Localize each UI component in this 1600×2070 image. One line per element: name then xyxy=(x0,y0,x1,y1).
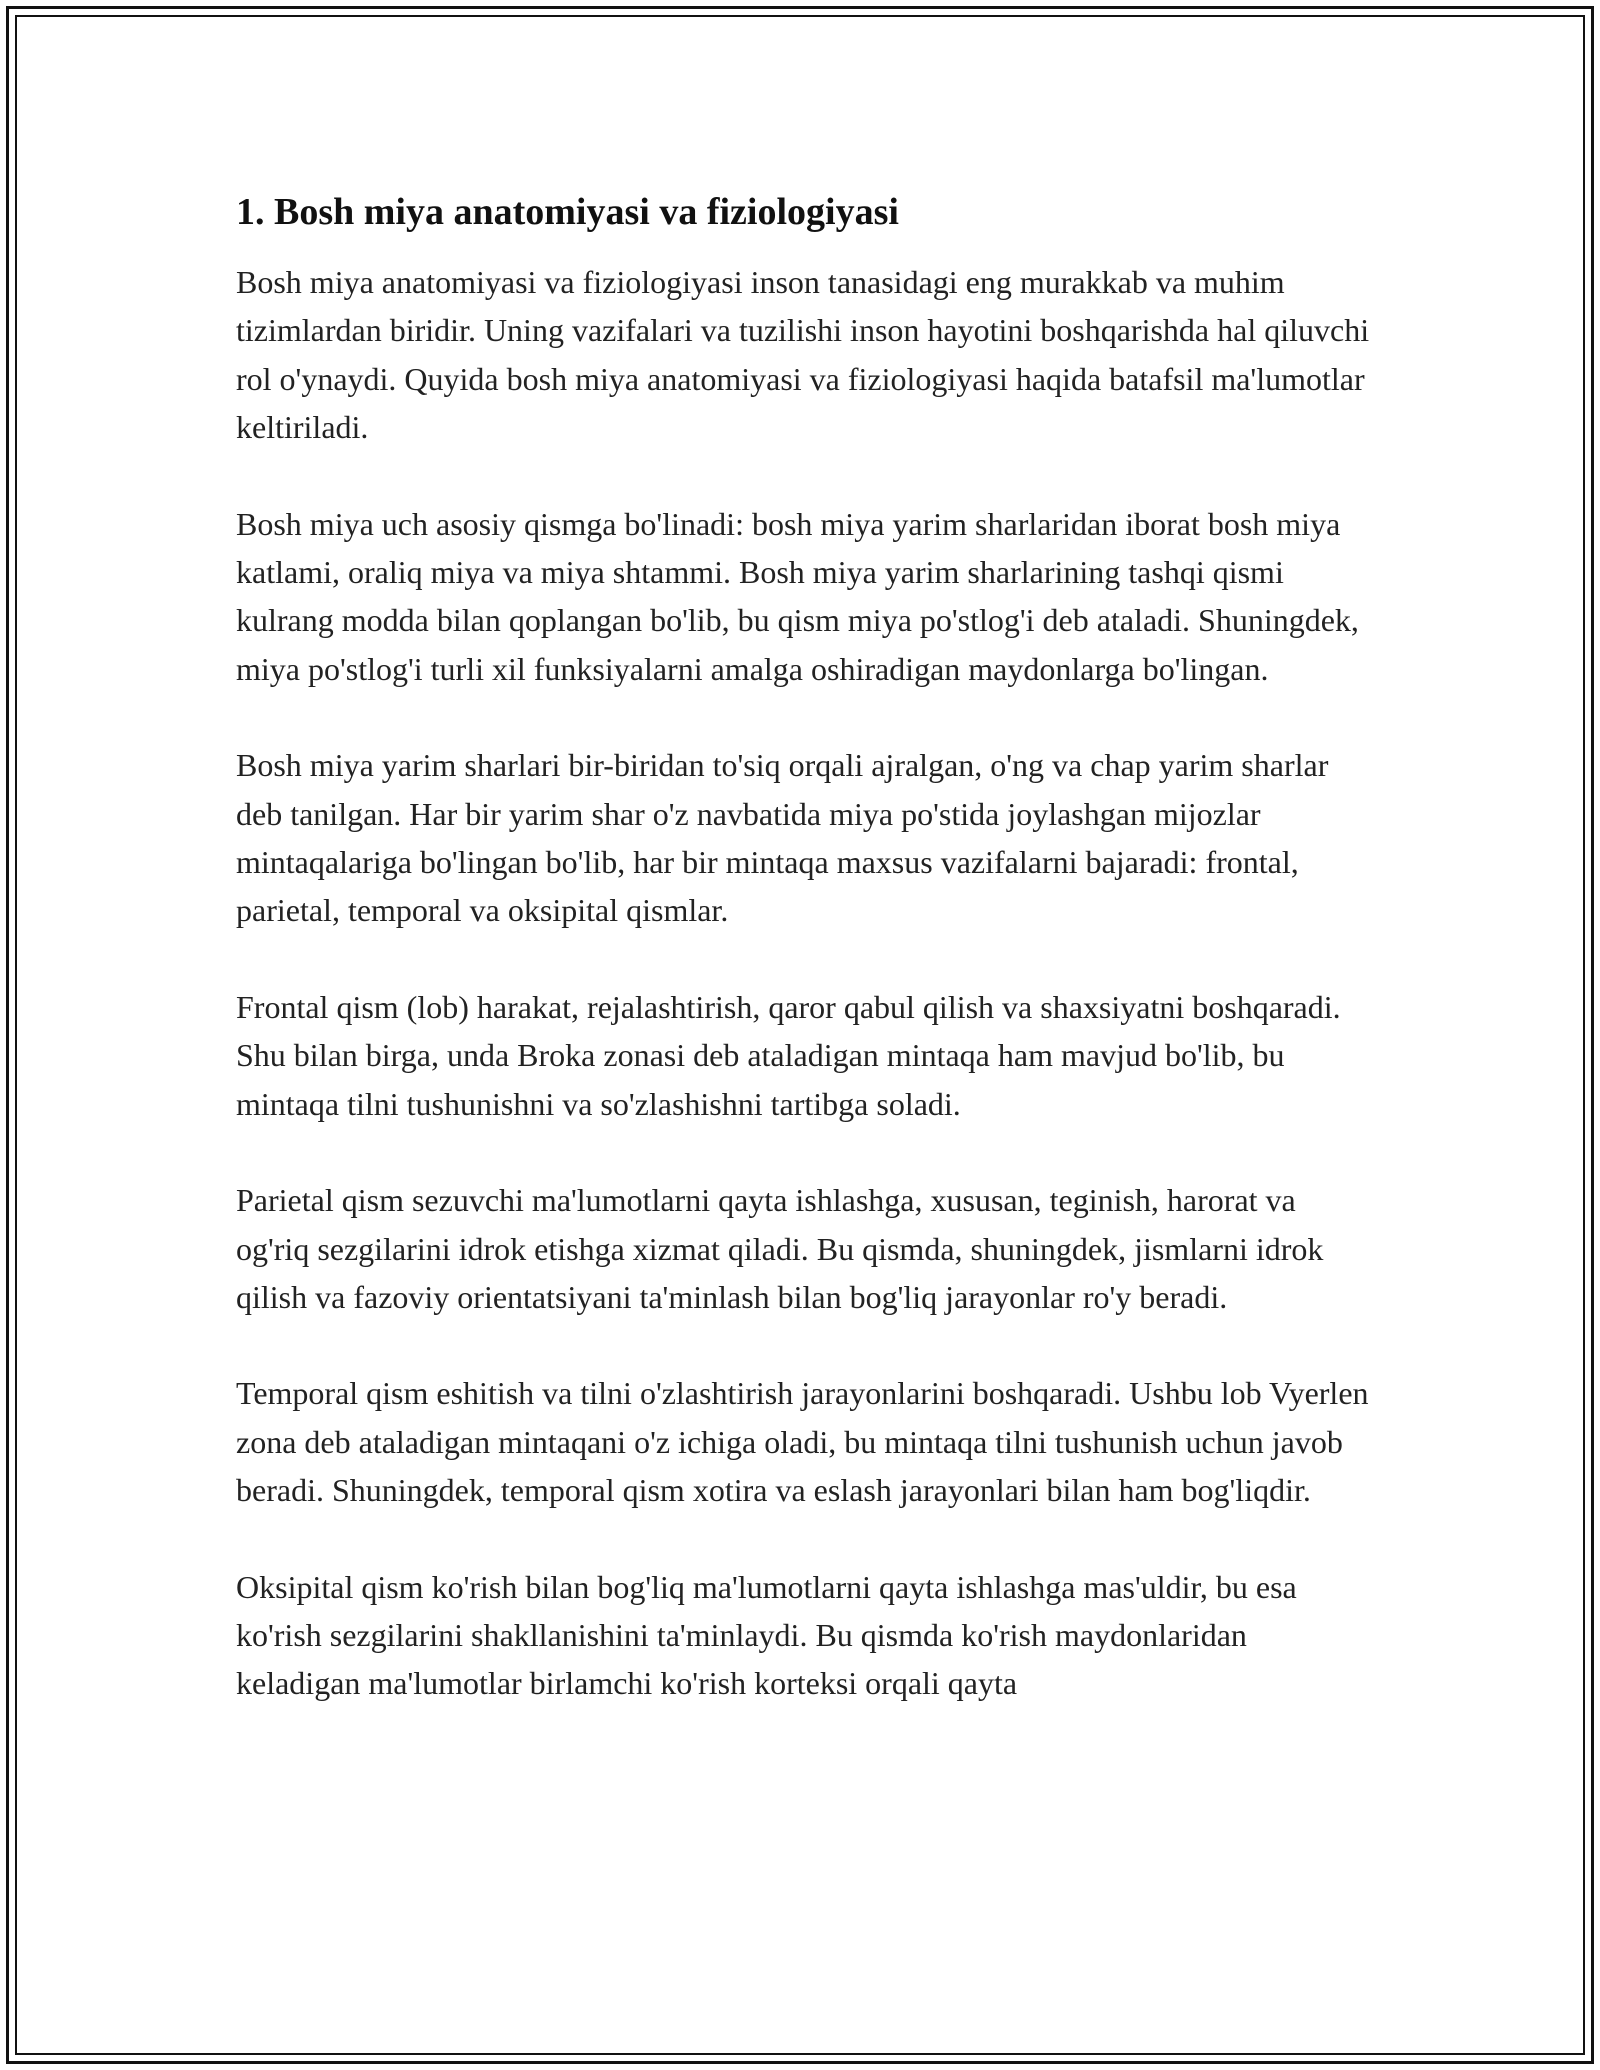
paragraph-occipital-lobe: Oksipital qism ko'rish bilan bog'liq ma'lumotlarni qayta ishlashga mas'uldir, bu esa ko'rish sezgilarini shakllanishini ta'minlaydi. Bu qismda ko'rish maydonlaridan keladigan ma'lumotlar birlamchi ko'rish korteksi orqali qayta xyxy=(236,1568,1297,1702)
paragraph-intro: Bosh miya anatomiyasi va fiziologiyasi inson tanasidagi eng murakkab va muhim tizimlardan biridir. Uning vazifalari va tuzilishi inson hayotini boshqarishda hal qiluvchi rol o'ynaydi. Quyida bosh miya anatomiyasi va fiziologiyasi haqida batafsil ma'lumotlar keltiriladi. xyxy=(236,264,1370,446)
paragraph-hemispheres: Bosh miya yarim sharlari bir-biridan to'siq orqali ajralgan, o'ng va chap yarim sharlar deb tanilgan. Har bir yarim shar o'z navbatida miya po'stida joylashgan mijozlar mintaqalariga bo'lingan bo'lib, har bir mintaqa maxsus vazifalarni bajaradi: frontal, parietal, temporal va oksipital qismlar. xyxy=(236,747,1329,929)
paragraph-frontal-lobe: Frontal qism (lob) harakat, rejalashtirish, qaror qabul qilish va shaxsiyatni boshqaradi. Shu bilan birga, unda Broka zonasi deb ataladigan mintaqa ham mavjud bo'lib, bu mintaqa tilni tushunishni va so'zlashishni tartibga soladi. xyxy=(236,988,1341,1122)
section-heading: 1. Bosh miya anatomiyasi va fiziologiyasi xyxy=(236,191,899,233)
paragraph-brain-parts: Bosh miya uch asosiy qismga bo'linadi: bosh miya yarim sharlaridan iborat bosh miya katlami, oraliq miya va miya shtammi. Bosh miya yarim sharlarining tashqi qismi kulrang modda bilan qoplangan bo'lib, bu qism miya po'stlog'i deb ataladi. Shuningdek, miya po'stlog'i turli xil funksiyalarni amalga oshiradigan maydonlarga bo'lingan. xyxy=(236,505,1359,687)
document-body xyxy=(236,188,1376,1756)
paragraph-temporal-lobe: Temporal qism eshitish va tilni o'zlashtirish jarayonlarini boshqaradi. Ushbu lob Vyerlen zona deb ataladigan mintaqani o'z ichiga oladi, bu mintaqa tilni tushunish uchun javob beradi. Shuningdek, temporal qism xotira va eslash jarayonlari bilan ham bog'liqdir. xyxy=(236,1375,1369,1509)
paragraph-parietal-lobe: Parietal qism sezuvchi ma'lumotlarni qayta ishlashga, xususan, teginish, harorat va og'riq sezgilarini idrok etishga xizmat qiladi. Bu qismda, shuningdek, jismlarni idrok qilish va fazoviy orientatsiyani ta'minlash bilan bog'liq jarayonlar ro'y beradi. xyxy=(236,1182,1324,1315)
